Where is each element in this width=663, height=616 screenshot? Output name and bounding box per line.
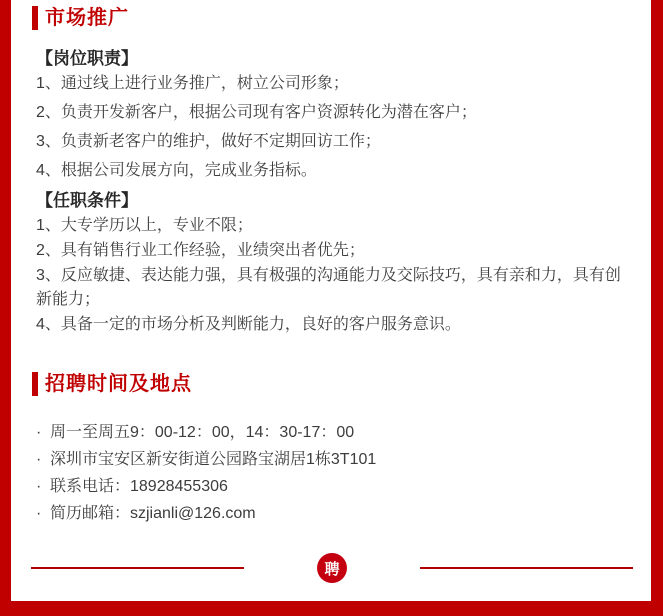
duties-item: 3、负责新老客户的维护，做好不定期回访工作；: [36, 133, 381, 150]
duties-item: 1、通过线上进行业务推广，树立公司形象；: [36, 75, 349, 92]
title-accent-bar: [32, 6, 38, 30]
duties-item: 4、根据公司发展方向，完成业务指标。: [36, 162, 317, 179]
requirements-item: 2、具有销售行业工作经验，业绩突出者优先；: [36, 242, 365, 259]
recruit-phone-text: 联系电话：18928455306: [50, 478, 228, 495]
section-recruit-info: [36, 372, 632, 526]
bottom-edge-bar: [0, 601, 663, 616]
requirements-item: 4、具备一定的市场分析及判断能力，良好的客户服务意识。: [36, 316, 461, 333]
recruit-accent-bar: [32, 372, 38, 396]
bullet-dot: ·: [36, 478, 42, 495]
recruit-title: 招聘时间及地点: [45, 373, 192, 395]
recruit-address-text: 深圳市宝安区新安街道公园路宝湖居1栋3T101: [50, 451, 377, 468]
divider-line-left: [31, 567, 244, 569]
divider-line-right: [420, 567, 633, 569]
recruit-title-row: [32, 372, 632, 396]
recruit-time-text: 周一至周五9：00-12：00，14：30-17：00: [50, 424, 355, 441]
requirements-item: 1、大专学历以上，专业不限；: [36, 217, 253, 234]
section-duties: [36, 49, 632, 183]
recruit-email: [36, 502, 632, 526]
duties-heading: 【岗位职责】: [36, 49, 138, 68]
recruit-email-text: 简历邮箱：szjianli@126.com: [50, 505, 256, 522]
hire-badge-text: 聘: [324, 560, 340, 578]
recruit-time: [36, 421, 632, 445]
requirements-item: 3、反应敏捷、表达能力强，具有极强的沟通能力及交际技巧，具有亲和力，具有创新能力；: [36, 267, 621, 308]
recruit-address: [36, 448, 632, 472]
hire-badge: [317, 553, 347, 583]
duties-item: 2、负责开发新客户，根据公司现有客户资源转化为潜在客户；: [36, 104, 477, 121]
bullet-dot: ·: [36, 505, 42, 522]
requirements-heading: 【任职条件】: [36, 191, 138, 210]
bullet-dot: ·: [36, 451, 42, 468]
page-title-row: [32, 6, 632, 30]
page-title: 市场推广: [45, 7, 129, 29]
section-requirements: [36, 191, 632, 337]
bullet-dot: ·: [36, 424, 42, 441]
recruit-phone: [36, 475, 632, 499]
footer-divider: [31, 553, 633, 583]
